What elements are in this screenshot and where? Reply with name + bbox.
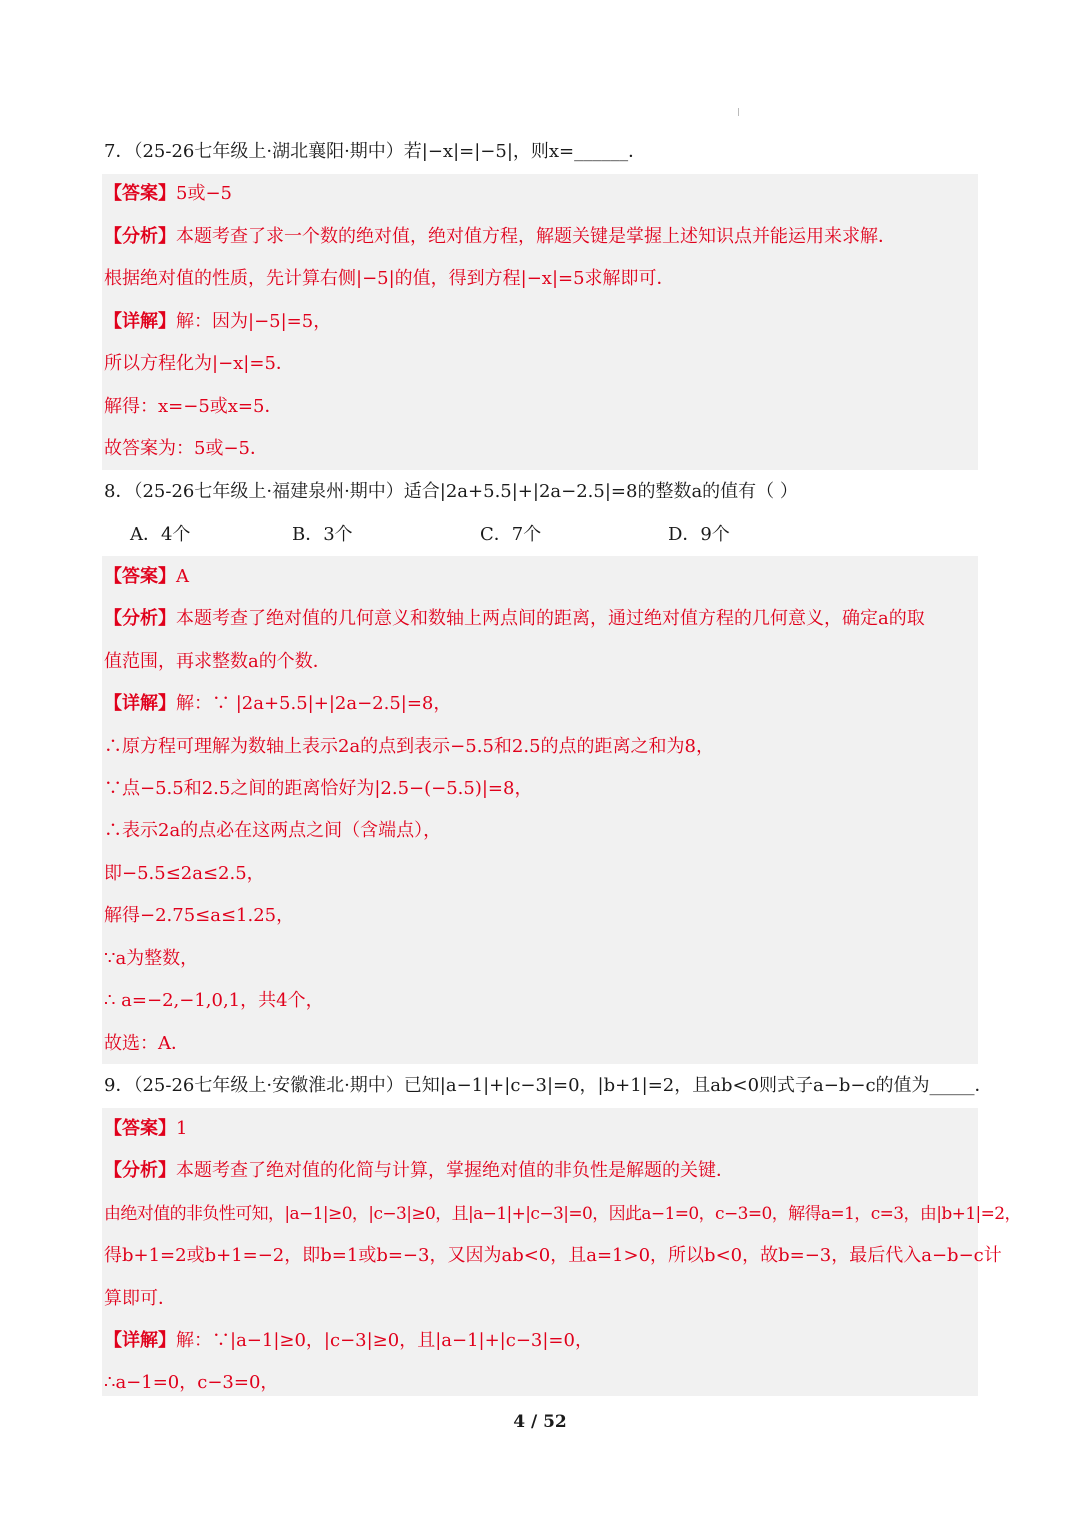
solution-line: 解得：x=−5或x=5． bbox=[104, 396, 283, 417]
option-b: B．3个 bbox=[292, 524, 353, 545]
question-9-stem: 9．（25-26七年级上·安徽淮北·期中）已知|a−1|+|c−3|=0，|b+1|=2，且ab<0则式子a−b−c的值为_____． bbox=[104, 1075, 993, 1096]
header-tick bbox=[738, 108, 739, 116]
question-9-solution-box bbox=[102, 1108, 1021, 1396]
solution-line: 【分析】本题考查了求一个数的绝对值，绝对值方程，解题关键是掌握上述知识点并能运用来求解． bbox=[104, 226, 896, 247]
solution-line: 即−5.5≤2a≤2.5， bbox=[104, 863, 265, 884]
solution-line: 【分析】本题考查了绝对值的几何意义和数轴上两点间的距离，通过绝对值方程的几何意义，确定a的取 bbox=[104, 608, 925, 629]
question-7-solution-box bbox=[102, 174, 978, 470]
page-number: 4 / 52 bbox=[513, 1412, 567, 1432]
solution-line: 得b+1=2或b+1=−2，即b=1或b=−3，又因为ab<0，且a=1>0，所以b<0，故b=−3，最后代入a−b−c计 bbox=[104, 1245, 1002, 1266]
solution-line: ∴原方程可理解为数轴上表示2a的点到表示−5.5和2.5的点的距离之和为8， bbox=[104, 736, 714, 757]
solution-line: 【详解】解：因为|−5|=5， bbox=[104, 311, 332, 332]
solution-line: ∵点−5.5和2.5之间的距离恰好为|2.5−(−5.5)|=8， bbox=[104, 778, 533, 799]
solution-line: 值范围，再求整数a的个数． bbox=[104, 651, 331, 672]
question-7-stem: 7．（25-26七年级上·湖北襄阳·期中）若|−x|=|−5|，则x=______． bbox=[104, 141, 647, 162]
question-8-solution-box bbox=[102, 556, 978, 1064]
solution-line: 故答案为：5或−5． bbox=[104, 438, 268, 459]
solution-line: 【详解】解：∵ |2a+5.5|+|2a−2.5|=8， bbox=[104, 693, 452, 714]
option-d: D．9个 bbox=[668, 524, 730, 545]
solution-line: ∵a为整数， bbox=[104, 948, 199, 969]
solution-line: 故选：A． bbox=[104, 1033, 189, 1054]
option-c: C．7个 bbox=[480, 524, 542, 545]
solution-line: 解得−2.75≤a≤1.25， bbox=[104, 905, 295, 926]
solution-line: 所以方程化为|−x|=5． bbox=[104, 353, 294, 374]
option-a: A．4个 bbox=[130, 524, 191, 545]
solution-line: 算即可． bbox=[104, 1288, 176, 1309]
solution-line: 【答案】1 bbox=[104, 1118, 188, 1139]
solution-line: ∴a−1=0，c−3=0， bbox=[104, 1372, 279, 1393]
solution-line: 【详解】解：∵|a−1|≥0，|c−3|≥0，且|a−1|+|c−3|=0， bbox=[104, 1330, 593, 1351]
solution-line: ∴表示2a的点必在这两点之间（含端点）， bbox=[104, 820, 442, 841]
solution-line: 由绝对值的非负性可知，|a−1|≥0，|c−3|≥0，且|a−1|+|c−3|=0，因此a−1=0，c−3=0，解得a=1，c=3，由|b+1|=2， bbox=[104, 1204, 1021, 1224]
solution-line: 根据绝对值的性质，先计算右侧|−5|的值，得到方程|−x|=5求解即可． bbox=[104, 268, 675, 289]
question-8-options bbox=[130, 523, 890, 547]
question-8-stem: 8．（25-26七年级上·福建泉州·期中）适合|2a+5.5|+|2a−2.5|=8的整数a的值有（ ） bbox=[104, 481, 798, 502]
solution-line: ∴ a=−2,−1,0,1，共4个， bbox=[104, 990, 324, 1011]
solution-line: 【分析】本题考查了绝对值的化简与计算，掌握绝对值的非负性是解题的关键． bbox=[104, 1160, 734, 1181]
solution-line: 【答案】A bbox=[104, 566, 189, 587]
solution-line: 【答案】5或−5 bbox=[104, 183, 232, 204]
